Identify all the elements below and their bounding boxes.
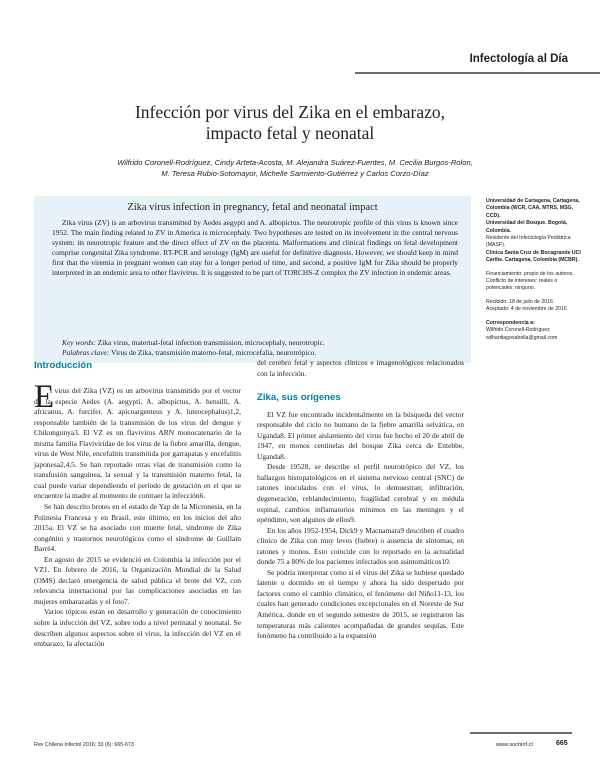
disclosures <box>486 271 586 293</box>
left-column <box>34 386 241 650</box>
paragraph: En agosto de 2015 se evidenció en Colombia la infección por el VZ1. En febrero de 2016, la Organización Mundial de la Salud (OMS) declaró emergencia de salud pública el brote del VZ, con relevancia internacional por las complicaciones asociadas en las mujeres embarazadas y el feto7. <box>34 554 241 606</box>
right-column <box>257 358 464 642</box>
received-date: Recibido: 18 de julio de 2016 <box>486 298 553 305</box>
title-line-1: Infección por virus del Zika en el embarazo, <box>134 102 445 122</box>
title-line-2: impacto fetal y neonatal <box>205 123 375 143</box>
section-label: Infectología al Día <box>469 53 568 65</box>
paragraph: del cerebro fetal y aspectos clínicos e imagenológicos relacionados con la infección. <box>257 358 464 378</box>
site-link[interactable]: www.sochinf.cl <box>496 742 533 748</box>
zika-heading: Zika, sus orígenes <box>257 392 341 404</box>
paragraph: El VZ fue encontrado incidentalmente en la búsqueda del vector responsable del ciclo no humano de la fiebre amarilla selvática, en Uganda8. El primer aislamiento del virus fue hecho el 20 de abril de 1947, en monos centinelas del bosque Zika cerca de Entebbe, Uganda8. <box>257 409 464 461</box>
correspondence-name: Wilfrido Coronell-Rodríguez <box>486 327 550 334</box>
affiliation-2: Universidad del Bosque. Bogotá, Colombia. <box>486 220 568 234</box>
paragraph: Se han descrito brotes en el estado de Yap de la Micronesia, en la Polinesia Francesa y en Brasil, este último, en los inicios del año 2015a. El VZ se ha asociado con muerte fetal, síndrome de Zika congénito y trastornos neurológicos como el síndrome de Guillain Barré4. <box>34 502 241 554</box>
affiliation-1: Universidad de Cartagena, Cartagena, Colombia (WCR, CAA, MTRS, MSG, CCD). <box>486 198 580 219</box>
palabras-label: Palabras clave: <box>62 348 110 357</box>
section-tag-bar <box>355 53 600 74</box>
palabras-line <box>62 348 462 358</box>
drop-cap: E <box>34 379 55 415</box>
article-title <box>90 102 490 144</box>
keywords-text: Zika virus, maternal-fetal infection transmission, microcephaly, neurotropic. <box>97 338 325 347</box>
intro-first-paragraph: l virus del Zika (VZ) es un arbovirus transmitido por el vector de la especie Aedes (A. aegypti, A. albopictus, A. hensilli, A. africanus, A. furcifer, A. apicoargenteus y A. luteocephalus)1,2, responsable también de la transmisión de los virus del dengue y Chikungunya3. El VZ es un flavivirus ARN monocatenario de la misma familia Flaviviridae de los virus de la fiebre amarilla, dengue, virus de West Nile, encefalitis transmitida por garrapatas y encefalitis japonesa2,4,5. Se han reportado otras vías de transmisión como la transfusión sanguínea, la sexual y la transmisión materno fetal, la cual puede variar dependiendo el período de gestación en el que se encuentre la madre al momento de contraer la infección6. <box>34 386 241 501</box>
conflicts-note: Conflicto de intereses: reales o potenciales: ninguno. <box>486 278 558 292</box>
affiliation-4: Clínica Santa Cruz de Bocagrande UCI Caribe. Cartagena, Colombia (MCBR). <box>486 249 581 264</box>
authors-line-1: Wilfrido Coronell-Rodríguez, Cindy Arteta-Acosta, M. Alejandra Suárez-Fuentes, M. Cecilia Burgos-Rolon, <box>117 158 473 167</box>
palabras-text: Virus de Zika, transmisión materno-fetal, microcefalia, neurotrópico. <box>111 348 317 357</box>
keywords-line <box>62 338 462 348</box>
dates <box>486 299 586 314</box>
correspondence-email[interactable]: wilhantiagosabella@gmail.com <box>486 334 558 341</box>
heading-spacer <box>257 379 464 393</box>
accepted-date: Aceptado: 4 de noviembre de 2016 <box>486 306 567 313</box>
article-sidebar <box>486 198 586 348</box>
keywords-label: Key words: <box>62 338 96 347</box>
paragraph: Varios tópicos están en desarrollo y generación de conocimiento sobre la infección del VZ, sobre todo a nivel perinatal y neonatal. Se describen algunos aspectos sobre el virus, la infección del VZ en el embarazo, la afectación <box>34 607 241 649</box>
page-number: 665 <box>556 740 568 747</box>
abstract-title: Zika virus infection in pregnancy, fetal and neonatal impact <box>127 202 378 213</box>
affiliations <box>486 198 586 265</box>
paragraph: Desde 19528, se describe el perfil neurotrópico del VZ, los hallazgos histopatológicos en el sistema nervioso central (SNC) de ratones inoculados con el virus, lo demuestran; infiltración, degeneración, reblandecimiento, fragilidad cerebral y en médula espinal, cambios inflamatorios mínimos en las meninges y el epéndimo, son algunos de ellos9. <box>257 462 464 525</box>
correspondence-label: Correspondencia a: <box>486 319 535 326</box>
paragraph: Se podría interpretar como si el virus del Zika se hubiese quedado latente o dormido en el tiempo y ahora ha sido despertado por factores como el cambio climático, el fenómeno del Niño11-13, los cuales han generado condiciones excepcionales en el Noreste de Sur América, donde en el segundo semestre de 2015, se registraron las temperaturas más calientes acompañadas de grandes sequías. Este fenómeno ha contribuido a la expansión <box>257 567 464 641</box>
affiliation-3: Residente del Infectología Pediátrica (MASF). <box>486 235 571 249</box>
author-list <box>55 157 535 179</box>
correspondence <box>486 320 586 342</box>
page-footer <box>34 740 572 750</box>
funding-note: Financiamiento: propio de los autores. <box>486 270 574 277</box>
abstract-box <box>34 196 471 363</box>
paragraph: En los años 1952-1954, Dick9 y Macnamara9 describen el cuadro clínico de Zika con muy leves (fiebre) o ausencia de síntomas, en ratones y monos. Esto coincide con lo reportado en la actualidad donde 75 a 80% de los pacientes infectados son asintomáticos10. <box>257 525 464 567</box>
keywords-block <box>62 338 462 358</box>
authors-line-2: M. Teresa Rubio-Sotomayor, Michelle Sarmiento-Gutiérrez y Carlos Corzo-Díaz <box>161 169 429 178</box>
journal-reference: Rev Chilena Infectol 2016; 33 (6): 665-673 <box>34 742 134 748</box>
abstract-body: Zika virus (ZV) is an arbovirus transmitted by Aedes aegypti and A. albopictus. The neurotropic profile of this virus is known since 1952. The main finding related to ZV in America is microcephaly. Two hypotheses are tested on its involvement in the central nervous system: its neurotropic feature and the direct effect of ZV on the placenta. Malformations and clinical findings on fetal development comprise congenital Zika syndrome. RT-PCR and serology (IgM) are useful for definitive diagnosis. However, we should keep in mind first that the viremia in pregnant women can stay for a longer period of time, and second, a positive IgM for Zika should be properly interpreted in an endemic area to other flavivirus. It is suggested to be part of TORCHS-Z complex the ZV infection in endemic areas. <box>52 218 458 278</box>
intro-heading: Introducción <box>34 360 93 371</box>
footer-rule <box>470 732 572 734</box>
